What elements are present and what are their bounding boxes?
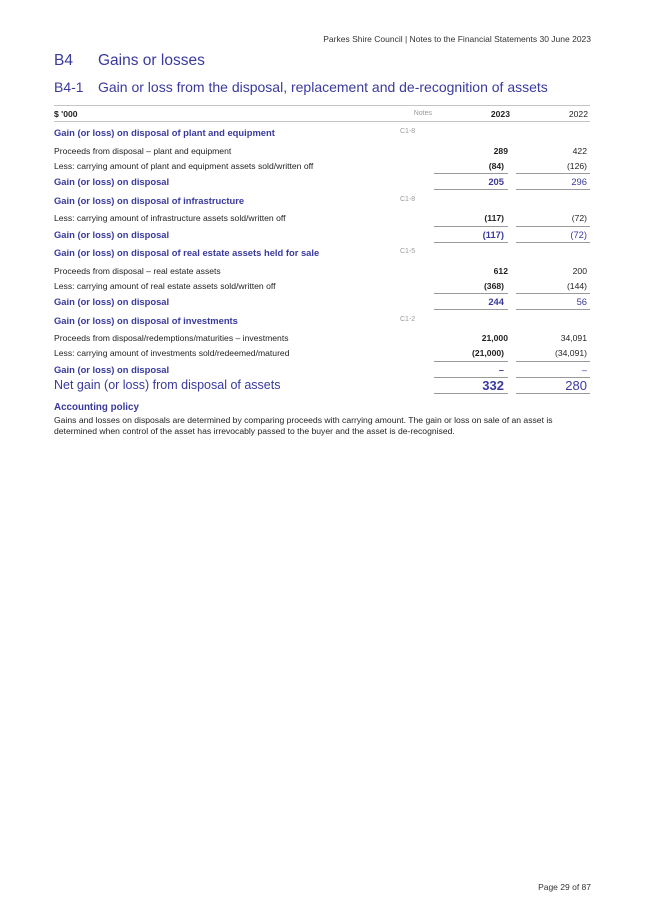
subtotal-2022: 56 — [512, 294, 590, 310]
net-total-2023: 332 — [434, 377, 512, 393]
year-2023-header: 2023 — [434, 106, 512, 122]
section-note-ref: C1-2 — [400, 315, 416, 323]
subtotal-row — [54, 226, 590, 242]
subtotal-2022: (72) — [512, 226, 590, 242]
subnote-heading — [54, 79, 548, 95]
row-label: Less: carrying amount of real estate assets sold/written off — [54, 280, 276, 291]
subnote-title: Gain or loss from the disposal, replacement and de-recognition of assets — [98, 79, 548, 95]
subtotal-2023: 205 — [434, 174, 512, 190]
subtotal-label: Gain (or loss) on disposal — [54, 176, 170, 187]
subtotal-2023: – — [434, 361, 512, 377]
row-label: Less: carrying amount of investments sold/redeemed/matured — [54, 348, 290, 359]
row-label: Less: carrying amount of infrastructure assets sold/written off — [54, 213, 286, 224]
row-value-2023: 289 — [493, 145, 508, 156]
table-row — [54, 346, 590, 362]
net-total-2022: 280 — [512, 377, 590, 393]
note-number: B4 — [54, 52, 73, 69]
subtotal-2022: 296 — [512, 174, 590, 190]
row-value-2023: 21,000 — [481, 333, 508, 343]
year-2022-header: 2022 — [512, 106, 590, 122]
table-row — [54, 263, 590, 278]
note-heading — [54, 52, 205, 70]
section-heading-row — [54, 122, 590, 144]
row-value-2023: (117) — [434, 211, 512, 227]
subtotal-row — [54, 294, 590, 310]
row-value-2023: (21,000) — [434, 346, 512, 362]
section-heading: Gain (or loss) on disposal of investments — [54, 314, 238, 326]
section-heading: Gain (or loss) on disposal of plant and equipment — [54, 127, 275, 138]
row-value-2023: 612 — [493, 265, 508, 276]
notes-header: Notes — [398, 106, 434, 122]
page-number: Page 29 of 87 — [538, 882, 591, 892]
row-value-2023: (84) — [434, 158, 512, 174]
row-label: Proceeds from disposal – plant and equipment — [54, 145, 232, 156]
accounting-policy-title: Accounting policy — [54, 402, 139, 413]
section-heading: Gain (or loss) on disposal of real estate assets held for sale — [54, 247, 320, 258]
subtotal-row — [54, 361, 590, 377]
table-row — [54, 211, 590, 227]
row-label: Proceeds from disposal/redemptions/maturities – investments — [54, 333, 289, 343]
subtotal-2023: 244 — [434, 294, 512, 310]
row-value-2022: 34,091 — [560, 333, 587, 343]
subtotal-row — [54, 174, 590, 190]
subnote-number: B4-1 — [54, 79, 84, 95]
subtotal-label: Gain (or loss) on disposal — [54, 363, 170, 375]
table-row — [54, 158, 590, 174]
section-note-ref: C1-8 — [400, 195, 416, 203]
row-value-2022: (126) — [512, 158, 590, 174]
accounting-policy-text: Gains and losses on disposals are determined by comparing proceeds with carrying amount. The gain or loss on sale of an asset is determined when control of the asset has irrevocably passed to the buyer and the asset is de-recognised. — [54, 415, 553, 436]
units-header: $ '000 — [54, 106, 398, 122]
row-label: Proceeds from disposal – real estate assets — [54, 265, 221, 276]
net-total-row — [54, 377, 590, 393]
section-heading-row — [54, 242, 590, 263]
row-value-2022: (144) — [512, 278, 590, 294]
note-title: Gains or losses — [98, 52, 205, 69]
row-value-2022: 200 — [572, 265, 587, 276]
section-heading: Gain (or loss) on disposal of infrastructure — [54, 194, 245, 206]
section-note-ref: C1-5 — [400, 248, 416, 255]
table-row — [54, 143, 590, 158]
table-row — [54, 278, 590, 294]
table-row — [54, 331, 590, 346]
row-value-2022: (34,091) — [512, 346, 590, 362]
gains-losses-table — [54, 105, 590, 394]
section-heading-row — [54, 310, 590, 331]
row-value-2023: (368) — [434, 278, 512, 294]
section-heading-row — [54, 190, 590, 211]
section-note-ref: C1-8 — [400, 128, 416, 135]
table-header-row — [54, 106, 590, 122]
subtotal-2023: (117) — [434, 226, 512, 242]
net-total-label: Net gain (or loss) from disposal of assets — [54, 378, 281, 392]
subtotal-2022: – — [512, 361, 590, 377]
subtotal-label: Gain (or loss) on disposal — [54, 296, 170, 307]
row-value-2022: 422 — [572, 145, 587, 156]
running-header: Parkes Shire Council | Notes to the Financial Statements 30 June 2023 — [323, 34, 591, 44]
row-value-2022: (72) — [512, 211, 590, 227]
subtotal-label: Gain (or loss) on disposal — [54, 228, 170, 240]
row-label: Less: carrying amount of plant and equipment assets sold/written off — [54, 160, 314, 171]
